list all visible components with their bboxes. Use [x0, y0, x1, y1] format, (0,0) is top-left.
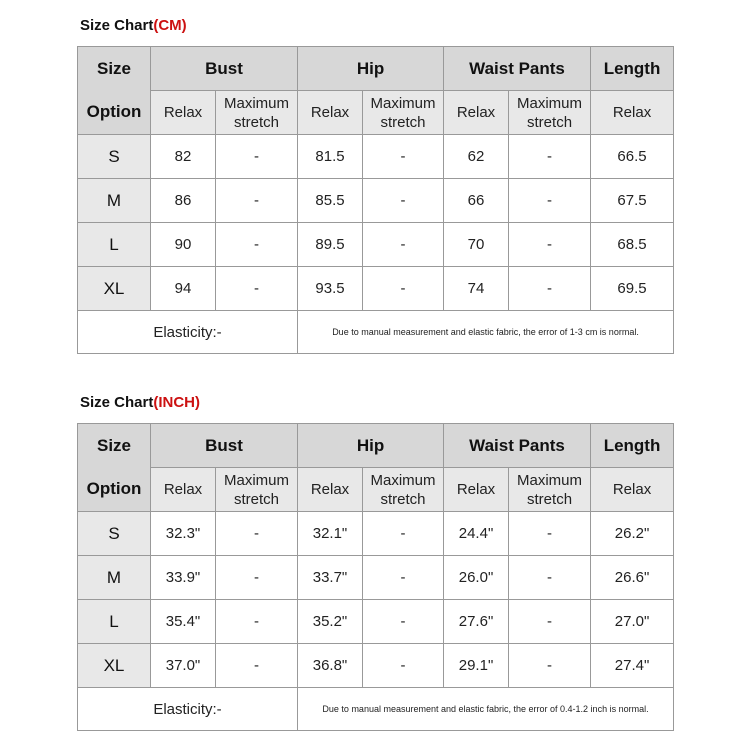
bust-max-value: -: [216, 179, 298, 223]
waist-relax-value: 74: [444, 267, 509, 311]
size-table-cm: [77, 46, 674, 354]
option-header: Option: [78, 468, 151, 512]
bust-relax-value: 37.0": [151, 644, 216, 688]
waist-relax-value: 26.0": [444, 556, 509, 600]
bust-header: Bust: [151, 424, 298, 468]
waist-max-stretch-header: Maximum stretch: [509, 91, 591, 135]
size-label: XL: [78, 267, 151, 311]
hip-relax-value: 85.5: [298, 179, 363, 223]
subheader-row: [78, 91, 674, 135]
size-label: M: [78, 179, 151, 223]
elasticity-label: Elasticity:-: [78, 311, 298, 354]
hip-max-value: -: [363, 135, 444, 179]
bust-relax-header: Relax: [151, 91, 216, 135]
hip-max-value: -: [363, 179, 444, 223]
bust-relax-value: 94: [151, 267, 216, 311]
bust-max-stretch-header: Maximum stretch: [216, 468, 298, 512]
option-header: Option: [78, 91, 151, 135]
hip-header: Hip: [298, 47, 444, 91]
chart-unit-inch: (INCH): [153, 394, 201, 411]
hip-relax-value: 36.8": [298, 644, 363, 688]
size-label: S: [78, 135, 151, 179]
bust-max-stretch-header: Maximum stretch: [216, 91, 298, 135]
size-chart-cm-title: [80, 17, 187, 34]
length-header: Length: [591, 47, 674, 91]
size-label: L: [78, 223, 151, 267]
size-table-inch: [77, 423, 674, 731]
waist-relax-value: 27.6": [444, 600, 509, 644]
hip-relax-header: Relax: [298, 91, 363, 135]
bust-relax-value: 32.3": [151, 512, 216, 556]
waist-pants-header: Waist Pants: [444, 424, 591, 468]
hip-relax-value: 32.1": [298, 512, 363, 556]
size-label: L: [78, 600, 151, 644]
chart-title-text: Size Chart: [80, 17, 154, 34]
waist-max-value: -: [509, 267, 591, 311]
bust-relax-value: 86: [151, 179, 216, 223]
size-label: XL: [78, 644, 151, 688]
hip-max-value: -: [363, 556, 444, 600]
length-relax-value: 67.5: [591, 179, 674, 223]
bust-relax-value: 33.9": [151, 556, 216, 600]
waist-relax-value: 70: [444, 223, 509, 267]
hip-max-stretch-header: Maximum stretch: [363, 91, 444, 135]
length-relax-value: 26.6": [591, 556, 674, 600]
waist-max-stretch-header: Maximum stretch: [509, 468, 591, 512]
hip-max-value: -: [363, 512, 444, 556]
elasticity-row: [78, 688, 674, 731]
table-row: [78, 556, 674, 600]
hip-relax-value: 89.5: [298, 223, 363, 267]
measurement-note: Due to manual measurement and elastic fabric, the error of 1-3 cm is normal.: [298, 311, 674, 354]
waist-max-value: -: [509, 556, 591, 600]
elasticity-row: [78, 311, 674, 354]
waist-max-value: -: [509, 135, 591, 179]
length-relax-value: 68.5: [591, 223, 674, 267]
waist-max-value: -: [509, 512, 591, 556]
bust-max-value: -: [216, 512, 298, 556]
bust-max-value: -: [216, 135, 298, 179]
size-chart-inch: [77, 423, 673, 731]
bust-relax-value: 35.4": [151, 600, 216, 644]
waist-max-value: -: [509, 644, 591, 688]
table-row: [78, 135, 674, 179]
header-row: [78, 424, 674, 468]
measurement-note: Due to manual measurement and elastic fabric, the error of 0.4-1.2 inch is normal.: [298, 688, 674, 731]
waist-relax-header: Relax: [444, 468, 509, 512]
length-relax-header: Relax: [591, 91, 674, 135]
waist-max-value: -: [509, 600, 591, 644]
table-row: [78, 223, 674, 267]
subheader-row: [78, 468, 674, 512]
size-chart-inch-title: [80, 394, 200, 411]
waist-relax-value: 66: [444, 179, 509, 223]
length-relax-value: 66.5: [591, 135, 674, 179]
bust-header: Bust: [151, 47, 298, 91]
hip-max-value: -: [363, 600, 444, 644]
chart-unit-cm: (CM): [153, 17, 187, 34]
length-relax-value: 27.0": [591, 600, 674, 644]
waist-relax-value: 29.1": [444, 644, 509, 688]
table-row: [78, 179, 674, 223]
hip-relax-value: 81.5: [298, 135, 363, 179]
bust-relax-value: 90: [151, 223, 216, 267]
elasticity-label: Elasticity:-: [78, 688, 298, 731]
length-relax-value: 26.2": [591, 512, 674, 556]
chart-title-text: Size Chart: [80, 394, 154, 411]
hip-relax-value: 93.5: [298, 267, 363, 311]
waist-max-value: -: [509, 223, 591, 267]
bust-relax-header: Relax: [151, 468, 216, 512]
bust-max-value: -: [216, 223, 298, 267]
size-chart-cm: [77, 46, 673, 354]
bust-max-value: -: [216, 556, 298, 600]
hip-max-value: -: [363, 223, 444, 267]
table-row: [78, 644, 674, 688]
bust-relax-value: 82: [151, 135, 216, 179]
length-relax-value: 27.4": [591, 644, 674, 688]
table-row: [78, 600, 674, 644]
size-header: Size: [78, 424, 151, 468]
hip-relax-value: 33.7": [298, 556, 363, 600]
table-row: [78, 267, 674, 311]
bust-max-value: -: [216, 600, 298, 644]
waist-relax-header: Relax: [444, 91, 509, 135]
waist-relax-value: 24.4": [444, 512, 509, 556]
hip-max-value: -: [363, 644, 444, 688]
header-row: [78, 47, 674, 91]
table-row: [78, 512, 674, 556]
hip-relax-value: 35.2": [298, 600, 363, 644]
hip-header: Hip: [298, 424, 444, 468]
length-relax-header: Relax: [591, 468, 674, 512]
waist-pants-header: Waist Pants: [444, 47, 591, 91]
waist-relax-value: 62: [444, 135, 509, 179]
bust-max-value: -: [216, 267, 298, 311]
hip-relax-header: Relax: [298, 468, 363, 512]
hip-max-stretch-header: Maximum stretch: [363, 468, 444, 512]
size-label: M: [78, 556, 151, 600]
length-relax-value: 69.5: [591, 267, 674, 311]
bust-max-value: -: [216, 644, 298, 688]
hip-max-value: -: [363, 267, 444, 311]
length-header: Length: [591, 424, 674, 468]
size-header: Size: [78, 47, 151, 91]
waist-max-value: -: [509, 179, 591, 223]
size-label: S: [78, 512, 151, 556]
